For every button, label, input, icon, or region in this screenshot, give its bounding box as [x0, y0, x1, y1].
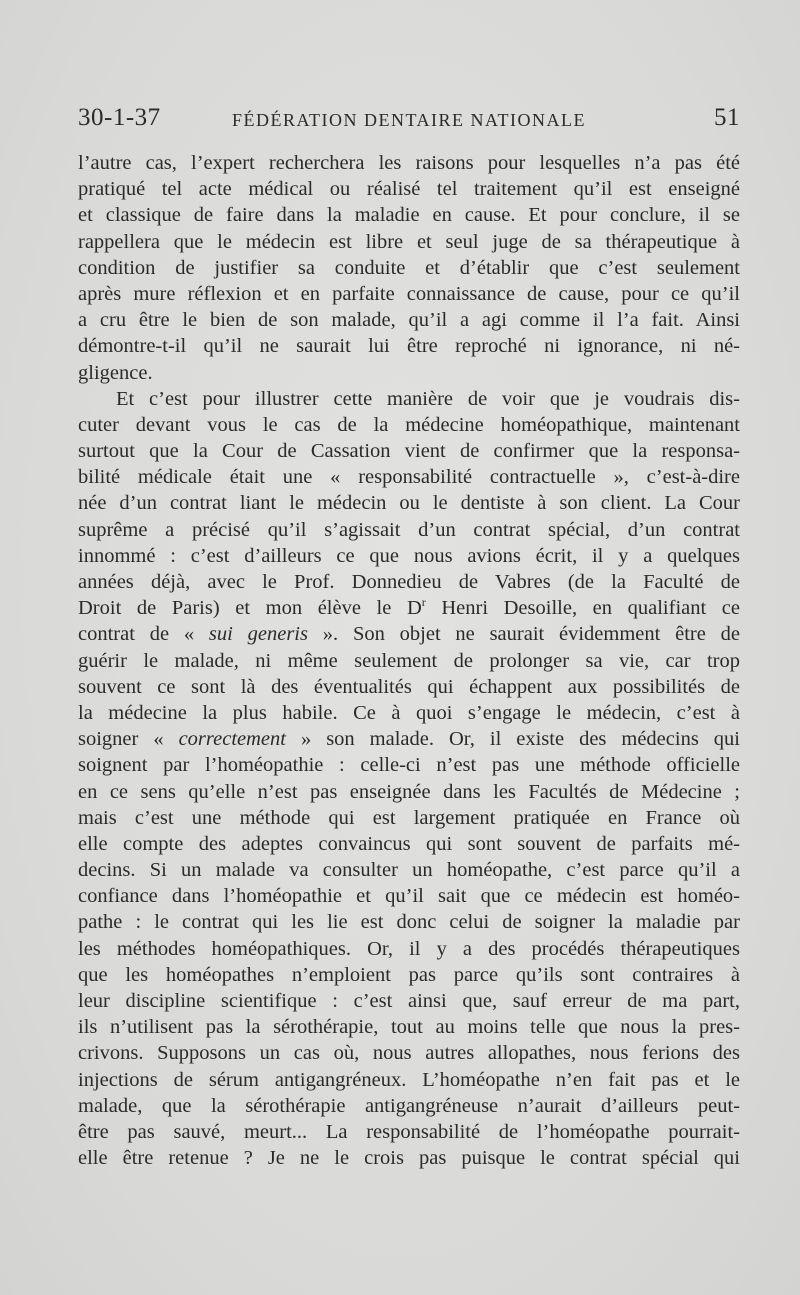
text-line: malade, que la sérothérapie antigangréneuse n’aurait d’ailleurs peut-	[78, 1094, 740, 1117]
text-line: les méthodes homéopathiques. Or, il y a des procédés thérapeutiques	[78, 937, 740, 960]
text-line: être pas sauvé, meurt... La responsabilité de l’homéopathe pourrait-	[78, 1120, 740, 1143]
italic-latin-term: sui generis	[208, 623, 308, 646]
text-line: après mure réflexion et en parfaite connaissance de cause, pour ce qu’il	[78, 282, 740, 305]
header-date: 30-1-37	[78, 104, 161, 131]
text-segment: » son malade. Or, il existe des médecins qui	[285, 728, 740, 751]
paragraph-1	[78, 150, 740, 386]
text-line: surtout que la Cour de Cassation vient de confirmer que la responsa-	[78, 440, 740, 463]
text-line	[78, 595, 740, 621]
text-line: bilité médicale était une « responsabilité contractuelle », c’est-à-dire	[78, 466, 740, 489]
text-line: injections de sérum antigangréneux. L’homéopathe n’en fait pas et le	[78, 1068, 740, 1091]
text-line: innommé : c’est d’ailleurs ce que nous avions écrit, il y a quelques	[78, 544, 740, 567]
text-line: pratiqué tel acte médical ou réalisé tel traitement qu’il est enseigné	[78, 178, 740, 201]
text-line: née d’un contrat liant le médecin ou le dentiste à son client. La Cour	[78, 492, 740, 515]
superscript-r: r	[421, 595, 426, 610]
text-line: elle être retenue ? Je ne le crois pas puisque le contrat spécial qui	[78, 1147, 740, 1170]
text-line: confiance dans l’homéopathie et qu’il sait que ce médecin est homéo-	[78, 885, 740, 908]
text-line: années déjà, avec le Prof. Donnedieu de Vabres (de la Faculté de	[78, 571, 740, 593]
text-line: leur discipline scientifique : c’est ainsi que, sauf erreur de ma part,	[78, 990, 740, 1012]
text-line: Et c’est pour illustrer cette manière de voir que je voudrais dis-	[116, 387, 740, 410]
text-line: soignent par l’homéopathie : celle-ci n’est pas une méthode officielle	[78, 754, 740, 777]
text-line: en ce sens qu’elle n’est pas enseignée dans les Facultés de Médecine ;	[78, 780, 740, 803]
text-line: gligence.	[78, 361, 153, 384]
text-line: la médecine la plus habile. Ce à quoi s’engage le médecin, c’est à	[78, 701, 740, 724]
page-number: 51	[714, 104, 740, 131]
text-line: l’autre cas, l’expert recherchera les raisons pour lesquelles n’a pas été	[78, 152, 740, 174]
text-segment: contrat de «	[78, 623, 209, 646]
running-header	[78, 104, 740, 134]
body-text	[78, 150, 740, 1171]
text-line: cuter devant vous le cas de la médecine homéopathique, maintenant	[78, 413, 740, 436]
text-segment: ». Son objet ne saurait évidemment être de	[307, 623, 741, 646]
text-segment: soigner «	[78, 728, 179, 751]
text-line: que les homéopathes n’emploient pas parce qu’ils sont contraires à	[78, 963, 740, 986]
paragraph-2	[78, 386, 740, 1172]
text-line: a cru être le bien de son malade, qu’il a agi comme il l’a fait. Ainsi	[78, 309, 740, 332]
text-line	[78, 621, 740, 647]
text-line: decins. Si un malade va consulter un homéopathe, c’est parce qu’il a	[78, 859, 740, 882]
text-line: démontre-t-il qu’il ne saurait lui être reproché ni ignorance, ni né-	[78, 335, 740, 358]
text-line: condition de justifier sa conduite et d’établir que c’est seulement	[78, 256, 740, 279]
text-line: mais c’est une méthode qui est largement pratiquée en France où	[78, 806, 740, 829]
text-line: ils n’utilisent pas la sérothérapie, tout au moins telle que nous la pres-	[78, 1016, 740, 1039]
header-journal-title: FÉDÉRATION DENTAIRE NATIONALE	[231, 110, 587, 130]
text-line: rappellera que le médecin est libre et seul juge de sa thérapeutique à	[78, 230, 740, 253]
text-line: crivons. Supposons un cas où, nous autres allopathes, nous ferions des	[78, 1042, 740, 1065]
text-line: et classique de faire dans la maladie en cause. Et pour conclure, il se	[78, 204, 740, 227]
text-segment: Henri Desoille, en qualifiant ce	[425, 597, 740, 620]
italic-emphasis: correctement	[178, 728, 286, 751]
text-line: suprême a précisé qu’il s’agissait d’un contrat spécial, d’un contrat	[78, 518, 740, 541]
text-segment: Droit de Paris) et mon élève le D	[78, 597, 422, 620]
text-line: elle compte des adeptes convaincus qui sont souvent de parfaits mé-	[78, 832, 740, 855]
text-line: guérir le malade, ni même seulement de prolonger sa vie, car trop	[78, 649, 740, 672]
text-line	[78, 726, 740, 752]
text-line: souvent ce sont là des éventualités qui échappent aux possibilités de	[78, 675, 740, 698]
text-line: pathe : le contrat qui les lie est donc celui de soigner la maladie par	[78, 911, 740, 934]
